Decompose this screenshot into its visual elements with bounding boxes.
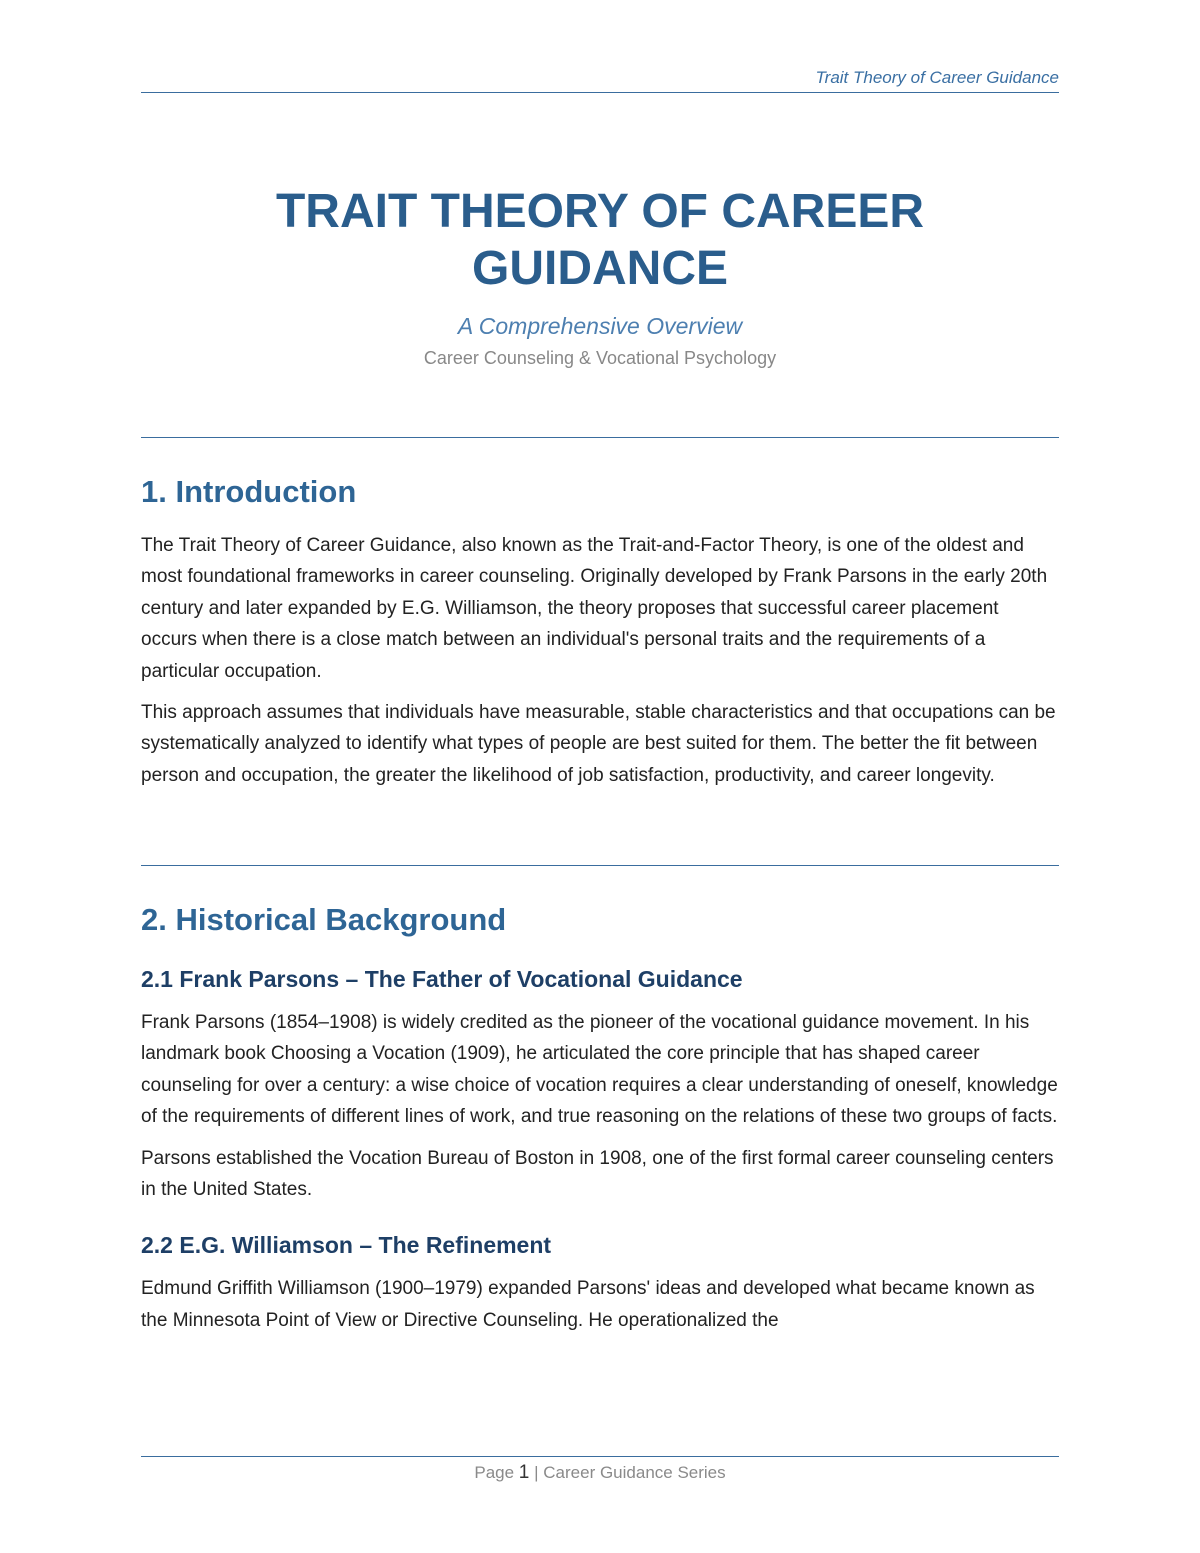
paragraph: Parsons established the Vocation Bureau of Boston in 1908, one of the first formal career counseling centers in the United States. <box>141 1147 1054 1201</box>
document-tagline: Career Counseling & Vocational Psychology <box>423 348 777 368</box>
document-subtitle: A Comprehensive Overview <box>457 313 743 339</box>
section-divider <box>141 865 1059 866</box>
document-page <box>141 0 1059 1553</box>
subsection-heading: 2.1 Frank Parsons – The Father of Vocational Guidance <box>141 966 743 992</box>
section-divider <box>141 437 1059 438</box>
document-title-line1: TRAIT THEORY OF CAREER <box>275 185 925 238</box>
footer-page-label: Page <box>474 1463 515 1482</box>
footer-series: Career Guidance Series <box>543 1463 726 1482</box>
header-divider <box>141 92 1059 93</box>
section-introduction <box>141 474 1059 791</box>
section-historical-background <box>141 902 1059 1336</box>
title-block <box>141 183 1059 369</box>
section-heading: 1. Introduction <box>141 474 357 509</box>
paragraph: Edmund Griffith Williamson (1900–1979) expanded Parsons' ideas and developed what became known as the Minnesota Point of View or Directive Counseling. He operationalized the <box>141 1278 1035 1331</box>
footer-separator: | <box>534 1463 539 1482</box>
subsection-heading: 2.2 E.G. Williamson – The Refinement <box>141 1232 552 1259</box>
paragraph: Frank Parsons (1854–1908) is widely credited as the pioneer of the vocational guidance movement. In his landmark book Choosing a Vocation (1909), he articulated the core principle that has shaped career counseling for over a century: a wise choice of vocation requires a clear understanding of oneself, knowledge of the requirements of different lines of work, and true reasoning on the relations of these two groups of facts. <box>141 1012 1058 1128</box>
paragraph: The Trait Theory of Career Guidance, also known as the Trait-and-Factor Theory, is one of the oldest and most foundational frameworks in career counseling. Originally developed by Frank Parsons in the early 20th century and later expanded by E.G. Williamson, the theory proposes that successful career placement occurs when there is a close match between an individual's personal traits and the requirements of a particular occupation. <box>141 535 1048 682</box>
footer-divider <box>141 1456 1059 1457</box>
paragraph: This approach assumes that individuals have measurable, stable characteristics and that occupations can be systematically analyzed to identify what types of people are best suited for them. The better the fit between person and occupation, the greater the likelihood of job satisfaction, productivity, and career longevity. <box>141 702 1056 786</box>
document-title <box>141 183 1059 297</box>
page-number: 1 <box>518 1462 530 1483</box>
section-heading: 2. Historical Background <box>141 902 507 937</box>
page-footer <box>141 1462 1059 1484</box>
running-header: Trait Theory of Career Guidance <box>815 68 1059 87</box>
document-title-line2: GUIDANCE <box>471 242 728 295</box>
